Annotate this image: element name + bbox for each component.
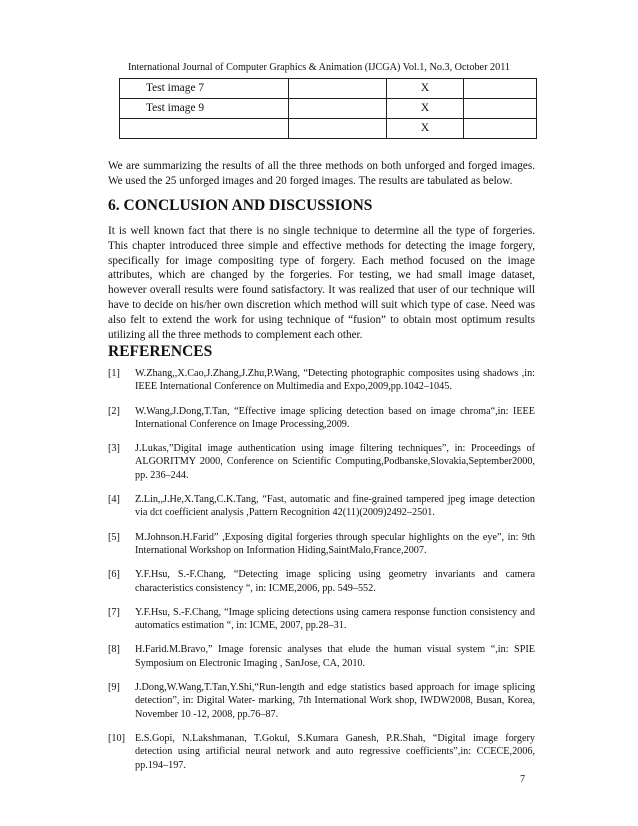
reference-number: [6] <box>108 569 120 581</box>
reference-text: J.Lukas,”Digital image authentication using image filtering techniques”, in: Proceedings of ALGORITMY 2000, Conference on Scientific Computing,Podbanske,Slovakia,September2000, pp. 236–244. <box>135 443 535 481</box>
reference-number: [7] <box>108 606 120 618</box>
reference-text: M.Johnson.H.Farid” ,Exposing digital forgeries through specular highlights on the eye”, in: 9th International Workshop on Information Hiding,SaintMalo,France,2007. <box>135 531 535 556</box>
reference-text: Y.F.Hsu, S.-F.Chang, “Image splicing detections using camera response function consistency and automatics estimation “, in: ICME, 2007, pp.28–31. <box>135 606 535 632</box>
reference-text: H.Farid.M.Bravo,” Image forensic analyses that elude the human visual system “,in: SPIE Symposium on Electronic Imaging , SanJose, CA, 2010. <box>135 644 535 669</box>
reference-item <box>108 531 535 558</box>
table-cell: X <box>387 99 464 119</box>
reference-item <box>108 442 535 482</box>
table-row <box>120 119 537 139</box>
reference-item <box>108 643 535 670</box>
table-cell <box>289 79 387 99</box>
reference-number: [10] <box>108 732 125 744</box>
reference-number: [3] <box>108 443 120 455</box>
reference-item <box>108 493 535 520</box>
table-cell <box>464 79 537 99</box>
results-table-body <box>120 79 537 139</box>
table-row <box>120 99 537 119</box>
summary-paragraph: We are summarizing the results of all the three methods on both unforged and forged images. We used the 25 unforged images and 20 forged images. The results are tabulated as below. <box>108 160 535 187</box>
reference-item <box>108 405 535 432</box>
table-cell: Test image 7 <box>120 79 289 99</box>
reference-item <box>108 732 535 772</box>
table-cell <box>289 119 387 139</box>
page-number: 7 <box>520 774 526 785</box>
references-list <box>108 367 535 783</box>
reference-number: [4] <box>108 494 120 506</box>
reference-item <box>108 681 535 721</box>
reference-number: [2] <box>108 405 120 417</box>
table-cell <box>120 119 289 139</box>
reference-number: [8] <box>108 644 120 656</box>
reference-text: E.S.Gopi, N.Lakshmanan, T.Gokul, S.Kumara Ganesh, P.R.Shah, “Digital image forgery detection using artificial neural network and auto regressive coefficients”,in: CCECE,2006, pp.194–197. <box>135 732 535 771</box>
reference-text: Z.Lin,,J.He,X.Tang,C.K.Tang, “Fast, automatic and fine-grained tampered jpeg image detection via dct coefficient analysis ,Pattern Recognition 42(11)(2009)2492–2501. <box>135 494 535 519</box>
table-cell: Test image 9 <box>120 99 289 119</box>
reference-text: W.Zhang,,X.Cao,J.Zhang,J.Zhu,P.Wang, “Detecting photographic composites using shadows ,in: IEEE International Conference on Multimedia and Expo,2009,pp.1042–1045. <box>135 368 535 393</box>
table-cell: X <box>387 119 464 139</box>
reference-item <box>108 367 535 394</box>
reference-text: Y.F.Hsu, S.-F.Chang, “Detecting image splicing using geometry invariants and camera characteristics consistency “, in: ICME,2006, pp. 549–552. <box>135 569 535 594</box>
reference-item <box>108 606 535 633</box>
table-cell <box>289 99 387 119</box>
table-cell <box>464 119 537 139</box>
table-cell <box>464 99 537 119</box>
results-table <box>119 78 537 139</box>
references-heading: REFERENCES <box>108 343 213 360</box>
reference-item <box>108 568 535 595</box>
table-row <box>120 79 537 99</box>
reference-text: J.Dong,W.Wang,T.Tan,Y.Shi,“Run-length and edge statistics based approach for image splicing detection”, in: Digital Water- marking, 7th International Work shop, IWDW2008, Busan, Korea, November 10 -12, 2008, pp.76–87. <box>135 682 535 720</box>
conclusion-heading: 6. CONCLUSION AND DISCUSSIONS <box>108 197 373 214</box>
running-header: International Journal of Computer Graphics & Animation (IJCGA) Vol.1, No.3, October 2011 <box>127 62 511 73</box>
conclusion-paragraph: It is well known fact that there is no single technique to determine all the type of forgeries. This chapter introduced three simple and effective methods for detecting the image forgery, specifically for image compositing type of forgery. Each method focused on the image attributes, which are changed by the forgeries. For testing, we had small image dataset, however overall results were found satisfactory. It was realized that user of our technique will have to decide on his/her own discretion which method will suit which type of case. Need was also felt to extend the work for using technique of “fusion” to obtain most optimum results utilizing all the three methods to complement each other. <box>108 225 535 341</box>
reference-text: W.Wang,J.Dong,T.Tan, “Effective image splicing detection based on image chroma“,in: IEEE International Conference on Image Processing,2009. <box>135 405 535 430</box>
table-cell: X <box>387 79 464 99</box>
reference-number: [1] <box>108 368 120 379</box>
reference-number: [9] <box>108 682 120 694</box>
reference-number: [5] <box>108 531 120 543</box>
